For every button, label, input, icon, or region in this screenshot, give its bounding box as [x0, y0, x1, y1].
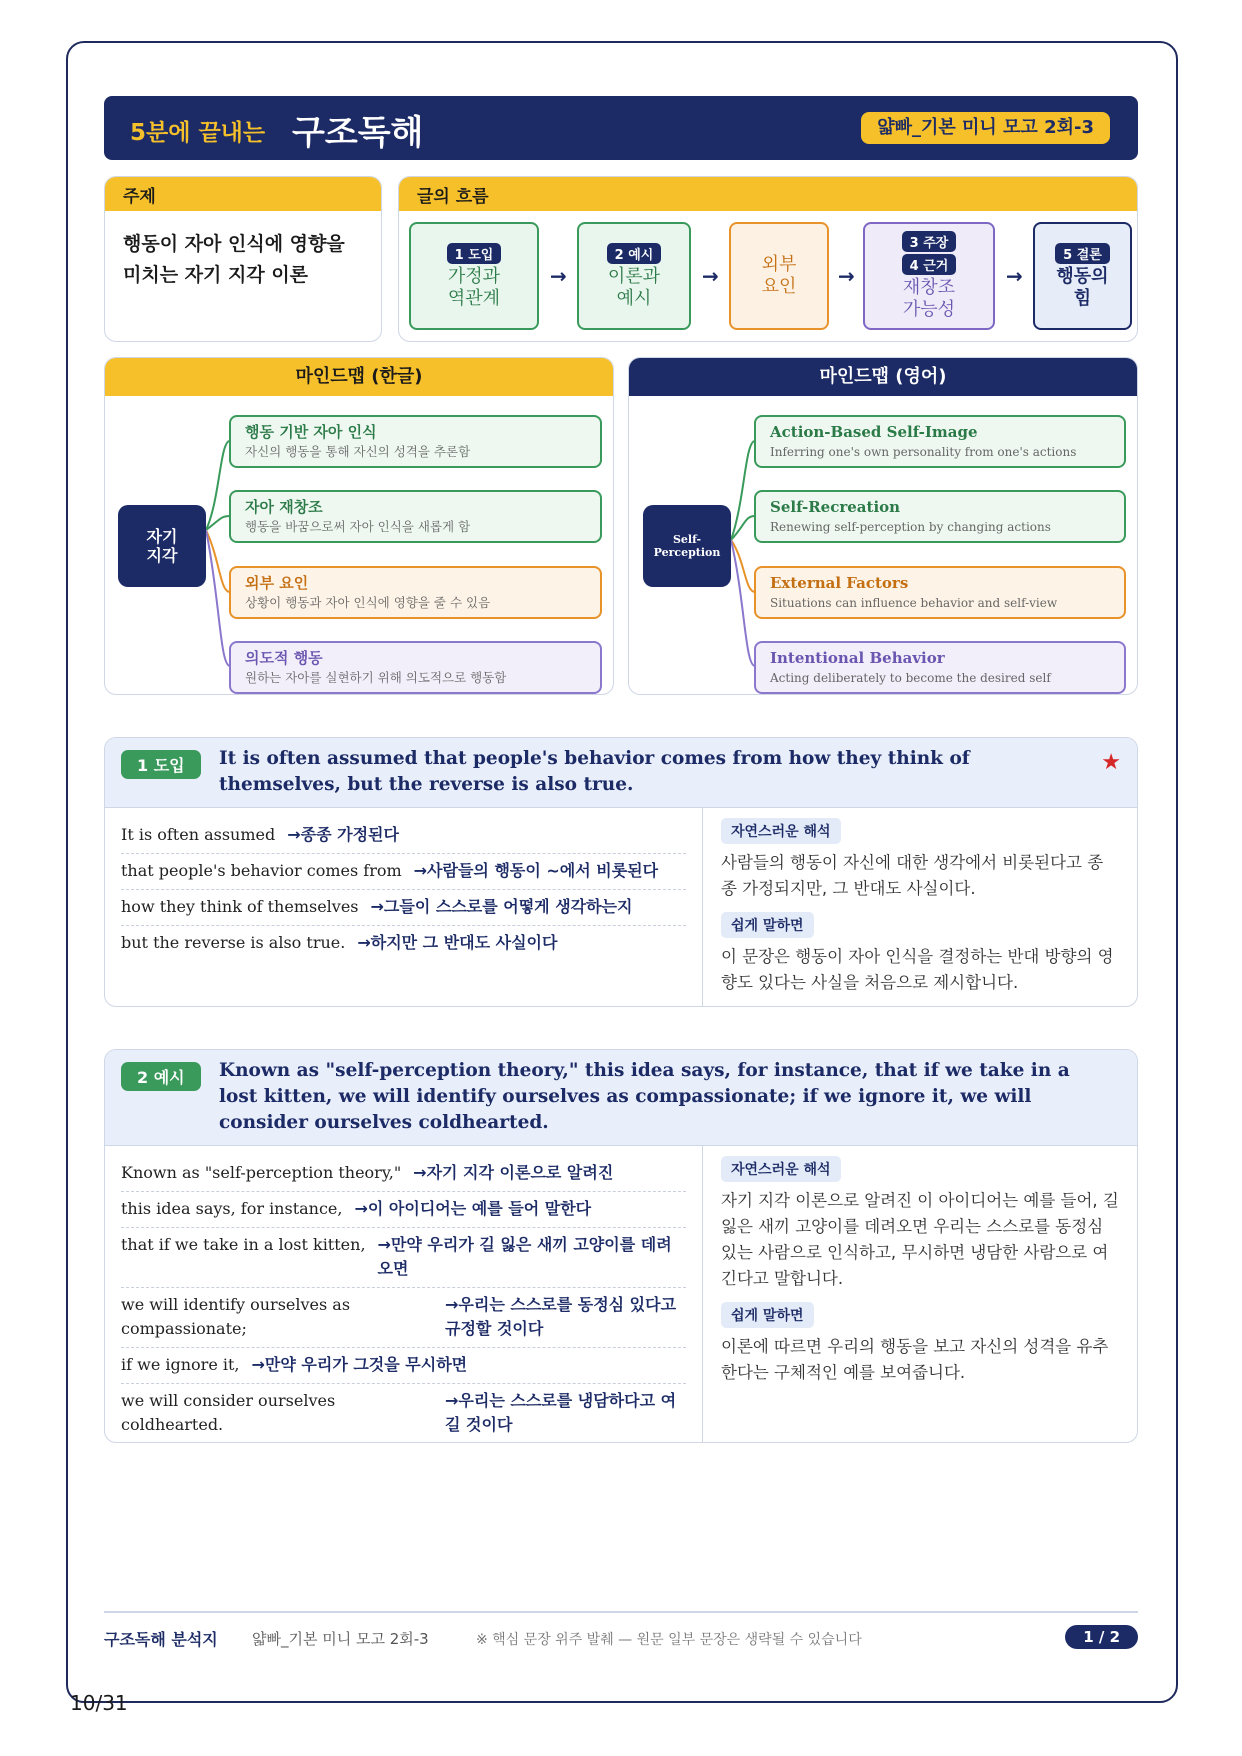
flow-arrow-icon: →: [1006, 264, 1023, 288]
mindmap-ko-node-4: [229, 641, 602, 694]
phrase-row: [121, 1348, 686, 1384]
star-icon: ★: [1101, 750, 1121, 775]
flow-step-tag: 1 도입: [447, 243, 502, 264]
mindmap-ko-node-1: [229, 415, 602, 468]
phrase-ko: →우리는 스스로를 동정심 있다고 규정할 것이다: [445, 1295, 677, 1338]
brand-subtitle: 5분에 끝내는: [130, 120, 266, 146]
section-badge: 2 예시: [121, 1062, 201, 1091]
node-desc: 자신의 행동을 통해 자신의 성격을 추론함: [245, 444, 471, 459]
flow-arrow-icon: →: [702, 264, 719, 288]
node-title: 자아 재창조: [245, 498, 323, 516]
mindmap-en-node-4: [754, 641, 1126, 694]
mindmap-en-node-1: [754, 415, 1126, 468]
mindmap-ko-title: 마인드맵 (한글): [105, 358, 613, 396]
flow-step-text: 이론과 예시: [607, 265, 661, 309]
node-desc: Situations can influence behavior and self-view: [770, 596, 1058, 610]
flow-step-tag: 4 근거: [902, 254, 957, 275]
node-title: 행동 기반 자아 인식: [245, 423, 377, 441]
phrase-list: [105, 808, 703, 1006]
phrase-en: this idea says, for instance,: [121, 1199, 343, 1218]
section-example-header: [105, 1050, 1137, 1146]
node-title: 의도적 행동: [245, 649, 323, 667]
mindmap-en-root: Self-Perception: [643, 505, 731, 587]
phrase-ko: →우리는 스스로를 냉담하다고 여길 것이다: [445, 1391, 677, 1434]
phrase-row: [121, 1288, 686, 1348]
phrase-row: [121, 818, 686, 854]
node-desc: Acting deliberately to become the desired self: [770, 671, 1051, 685]
natural-translation: 자기 지각 이론으로 알려진 이 아이디어는 예를 들어, 길 잃은 새끼 고양이를 데려오면 우리는 스스로를 동정심 있는 사람으로 인식하고, 무시하면 냉담한 사람으로 여긴다고 말합니다.: [721, 1191, 1119, 1288]
phrase-ko: →사람들의 행동이 ~에서 비롯된다: [413, 861, 659, 880]
connector-en-3: [731, 540, 755, 592]
connector-ko-4: [206, 530, 230, 666]
footer-note: ※ 핵심 문장 위주 발췌 — 원문 일부 문장은 생략될 수 있습니다: [476, 1632, 862, 1648]
phrase-ko: →이 아이디어는 예를 들어 말한다: [354, 1199, 592, 1218]
connector-en-4: [731, 540, 755, 666]
natural-label: 자연스러운 해석: [721, 1156, 841, 1182]
phrase-row: [121, 1384, 686, 1443]
phrase-row: [121, 1192, 686, 1228]
page-indicator: 1 / 2: [1065, 1625, 1138, 1649]
node-title: Self-Recreation: [770, 498, 901, 516]
easy-explanation: 이 문장은 행동이 자아 인식을 결정하는 반대 방향의 영향도 있다는 사실을 처음으로 제시합니다.: [721, 947, 1114, 992]
node-title: 외부 요인: [245, 574, 309, 592]
phrase-en: we will consider ourselves coldhearted.: [121, 1391, 336, 1434]
flow-step-text: 재창조 가능성: [902, 277, 956, 320]
phrase-row: [121, 1228, 686, 1288]
mindmap-en-title: 마인드맵 (영어): [629, 358, 1137, 396]
easy-label: 쉽게 말하면: [721, 1302, 814, 1328]
brand-title: 구조독해: [292, 113, 424, 153]
phrase-en: but the reverse is also true.: [121, 933, 346, 952]
phrase-ko: →하지만 그 반대도 사실이다: [357, 933, 558, 952]
node-desc: 행동을 바꿈으로써 자아 인식을 새롭게 함: [245, 519, 471, 534]
phrase-row: [121, 926, 686, 961]
easy-label: 쉽게 말하면: [721, 912, 814, 938]
phrase-en: that people's behavior comes from: [121, 861, 402, 880]
phrase-ko: →종종 가정된다: [287, 825, 399, 844]
phrase-ko: →그들이 스스로를 어떻게 생각하는지: [370, 897, 633, 916]
flow-arrow-icon: →: [838, 264, 855, 288]
mindmap-en-node-3: [754, 566, 1126, 619]
phrase-en: Known as "self-perception theory,": [121, 1163, 402, 1182]
phrase-en: that if we take in a lost kitten,: [121, 1235, 366, 1254]
interpretation-panel: [703, 808, 1137, 1006]
exam-badge: 얇빠_기본 미니 모고 2회-3: [861, 112, 1110, 144]
section-sentence: It is often assumed that people's behavior comes from how they think of themselves, but the reverse is also true.: [219, 748, 970, 795]
node-desc: Renewing self-perception by changing actions: [770, 520, 1051, 534]
node-title: Intentional Behavior: [770, 649, 945, 667]
flow-step-text: 외부 요인: [761, 254, 797, 297]
footer-divider: [104, 1611, 1138, 1613]
phrase-ko: →만약 우리가 길 잃은 새끼 고양이를 데려오면: [377, 1235, 672, 1278]
phrase-en: It is often assumed: [121, 825, 276, 844]
interpretation-panel: [703, 1146, 1137, 1442]
phrase-en: if we ignore it,: [121, 1355, 240, 1374]
mindmap-en-node-2: [754, 490, 1126, 543]
footer-title: 구조독해 분석지: [104, 1630, 218, 1649]
flow-step-tag: 2 예시: [607, 243, 662, 264]
section-intro-header: [105, 738, 1137, 808]
section-badge: 1 도입: [121, 750, 201, 779]
phrase-ko: →만약 우리가 그것을 무시하면: [251, 1355, 468, 1374]
phrase-list: [105, 1146, 703, 1442]
mindmap-ko-node-3: [229, 566, 602, 619]
page-counter: 10/31: [70, 1691, 128, 1715]
easy-explanation: 이론에 따르면 우리의 행동을 보고 자신의 성격을 유추한다는 구체적인 예를 보여줍니다.: [721, 1337, 1109, 1382]
section-sentence: Known as "self-perception theory," this idea says, for instance, that if we take in a lost kitten, we will identify ourselves as compassionate; if we ignore it, we will consider ourselves coldhearted.: [219, 1060, 1070, 1133]
phrase-row: [121, 854, 686, 890]
connector-ko-3: [206, 530, 230, 592]
phrase-row: [121, 1156, 686, 1192]
node-title: Action-Based Self-Image: [770, 423, 978, 441]
flow-label: 글의 흐름: [399, 177, 1137, 211]
phrase-row: [121, 890, 686, 926]
phrase-en: how they think of themselves: [121, 897, 359, 916]
section-intro: [104, 737, 1138, 1007]
flow-step-text: 가정과 역관계: [447, 265, 501, 309]
natural-translation: 사람들의 행동이 자신에 대한 생각에서 비롯된다고 종종 가정되지만, 그 반대도 사실이다.: [721, 853, 1104, 898]
node-desc: 상황이 행동과 자아 인식에 영향을 줄 수 있음: [245, 595, 491, 610]
flow-step-tag: 5 결론: [1055, 243, 1110, 264]
topic-text: 행동이 자아 인식에 영향을 미치는 자기 지각 이론: [123, 233, 345, 286]
node-desc: 원하는 자아를 실현하기 위해 의도적으로 행동함: [245, 670, 507, 685]
mindmap-ko-node-2: [229, 490, 602, 543]
flow-arrow-icon: →: [550, 264, 567, 288]
footer: [104, 1623, 1138, 1653]
footer-exam: 얇빠_기본 미니 모고 2회-3: [252, 1630, 429, 1648]
topic-label: 주제: [105, 177, 381, 211]
flow-step-text: 행동의 힘: [1056, 265, 1109, 309]
mindmap-ko-root: 자기 지각: [118, 505, 206, 587]
flow-step-tag: 3 주장: [902, 231, 957, 252]
phrase-en: we will identify ourselves as compassionate;: [121, 1295, 351, 1338]
node-title: External Factors: [770, 574, 909, 592]
section-example: [104, 1049, 1138, 1443]
natural-label: 자연스러운 해석: [721, 818, 841, 844]
phrase-ko: →자기 지각 이론으로 알려진: [413, 1163, 614, 1182]
node-desc: Inferring one's own personality from one's actions: [770, 445, 1077, 459]
